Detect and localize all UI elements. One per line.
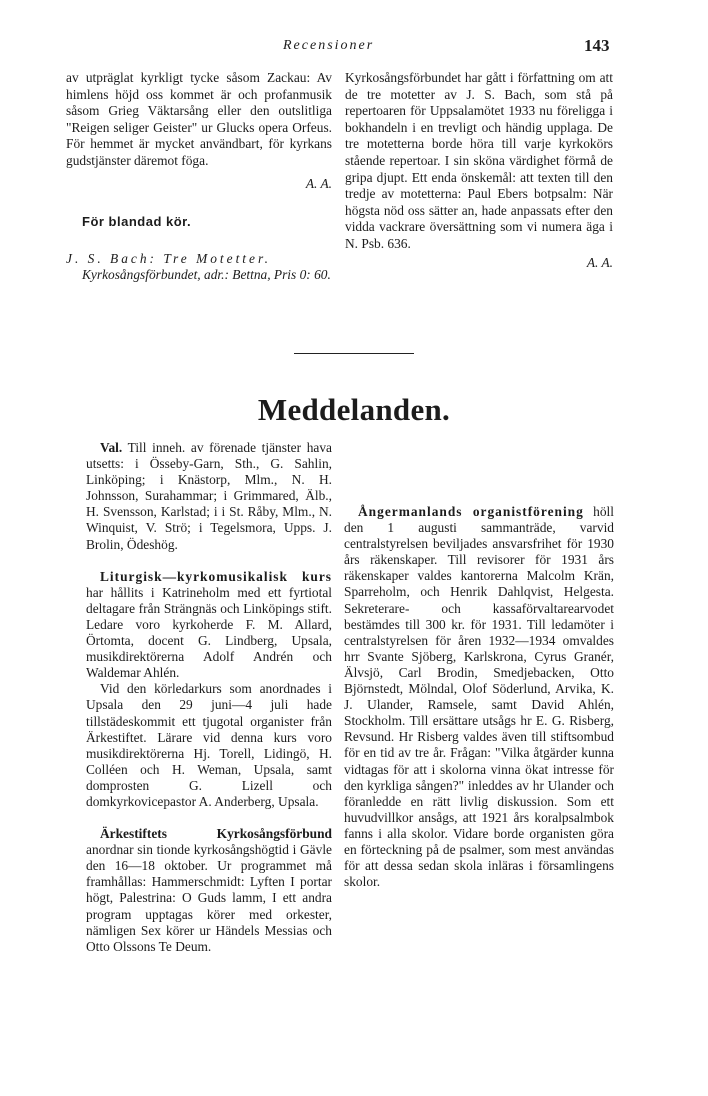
review-left-paragraph: av utpräglat kyrkligt tycke såsom Zackau: Av himlens höjd oss kommet är och profanmusik såsom Grieg Väktarsång eller den outslitliga "Reigen seliger Geister" ur Glucks opera Orfeus. För hemmet är mycket användbart, för kyrkans gudstjänster däremot föga. — [66, 70, 332, 168]
review-right-column — [345, 70, 613, 271]
kurs-label: Liturgisk—kyrkomusikalisk kurs — [100, 568, 332, 584]
review-right-paragraph: Kyrkosångsförbundet har gått i författning om att de tre motetter av J. S. Bach, som stå på repertoaren för Uppsalamötet 1933 nu föreligga i bokhandeln i en trevligt och händig upplaga. De tre motetterna borde höra till varje kyrkokörs stående repertoar. I sin sköna värdighet förmå de gripa djupt. Ett enda önskemål: att texten till den tredje av motetterna: Paul Ebers botpsalm: När högsta nöd oss sätter an, hade anpassats efter den vidda vackrare översättning som vi numera äga i N. Psb. 636. — [345, 70, 613, 251]
review-entry-publisher: Kyrkosångsförbundet, adr.: Bettna, Pris 0: 60. — [82, 267, 331, 283]
val-label: Val. — [100, 440, 123, 455]
angermanland-label: Ångermanlands organistförening — [358, 504, 584, 519]
meddelanden-left-column — [86, 440, 332, 955]
val-paragraph — [86, 440, 332, 553]
review-right-signature: A. A. — [586, 254, 613, 270]
running-header: Recensioner — [283, 38, 375, 53]
angermanland-text: höll den 1 augusti sammanträde, varvid centralstyrelsen beviljades ansvarsfrihet för 1930 års räkenskaper. Till revisorer för 1931 års räkenskaper valdes kantorerna Malcolm Krän, Sparreholm, och Henrik Dahlqvist, Helgesta. Sekreterare- och kassaförvaltarearvodet bestämdes till 300 kr. för 1931. Till ledamöter i centralstyrelsen för åren 1932—1934 omvaldes hrr Svante Sjöberg, Karlskrona, Cyrus Granér, Älvsjö, Carl Brodin, Smedjebacken, Otto Björnstedt, Mölndal, Olof Söderlund, Arvika, K. J. Ulander, Ramsele, samt David Ahlén, Stockholm. Till ersättare utsågs hr E. G. Risberg, Revsund. Hr Risberg valdes även till stiftsombud för en tid av tre år. Frågan: "Vilka åtgärder kunna vidtagas för att i skolorna vinna ökat intresse för den kyrkliga sången?" inleddes av hr Ulander och föranledde en rätt livlig diskussion. Som ett huvudvillkor ansågs, att 1921 års koralpsalmbok fanns i alla skolor. Vidare borde organisten göra en förteckning på de psalmer, som mest användas för att dessa sedan skola inläras i församlingens skolor. — [344, 504, 614, 890]
review-left-signature: A. A. — [305, 175, 332, 191]
korledarkurs-paragraph: Vid den körledarkurs som anordnades i Upsala den 29 juni—4 juli hade tillstädeskommit ett tjugotal organister från Ärkestiftet. Lärare vid denna kurs voro musikdirektörerna Hj. Torell, Lidingö, H. Colléen och H. Weman, Upsala, samt domprosten G. Lizell och domkyrkovicepastor A. Anderberg, Upsala. — [86, 681, 332, 809]
val-text: Till inneh. av förenade tjänster hava utsetts: i Össeby-Garn, Sth., G. Sahlin, Linköping; i Knästorp, Mlm., N. H. Johnsson, Surahammar; i Grimmared, Älb., H. Svensson, Karlstad; i i St. Råby, Mlm., N. Winquist, V. Strö; i Tegelsmora, Upps. J. Brolin, Ödeshög. — [86, 440, 332, 552]
page-number: 143 — [584, 36, 610, 55]
kurs-text: har hållits i Katrineholm med ett fyrtiotal deltagare från Strängnäs och Linköpings stift. Ledare voro kyrkoherde F. M. Allard, Örtomta, docent G. Lindberg, Upsala, musikdirektörerna Adolf Andrén och Waldemar Ahlén. — [86, 584, 332, 681]
section-heading: För blandad kör. — [82, 214, 192, 230]
section-divider — [294, 353, 414, 354]
meddelanden-title: Meddelanden. — [257, 392, 451, 427]
meddelanden-right-column — [344, 440, 614, 890]
review-left-column — [66, 70, 332, 284]
angermanland-paragraph — [344, 504, 614, 890]
review-entry-title: J. S. Bach: Tre Motetter. — [66, 250, 272, 266]
kurs-paragraph — [86, 569, 332, 682]
arkestift-text: anordnar sin tionde kyrkosångshögtid i Gävle den 16—18 oktober. Ur programmet må framhållas: Hammerschmidt: Lyften I portar högt, Palestrina: O Guds lamm, I ett andra program upptagas körer med orkester, nämligen Sex körer ur Händels Messias och Otto Olssons Te Deum. — [86, 842, 332, 954]
arkestift-paragraph — [86, 826, 332, 955]
arkestift-label: Ärkestiftets Kyrkosångsförbund — [100, 826, 332, 842]
